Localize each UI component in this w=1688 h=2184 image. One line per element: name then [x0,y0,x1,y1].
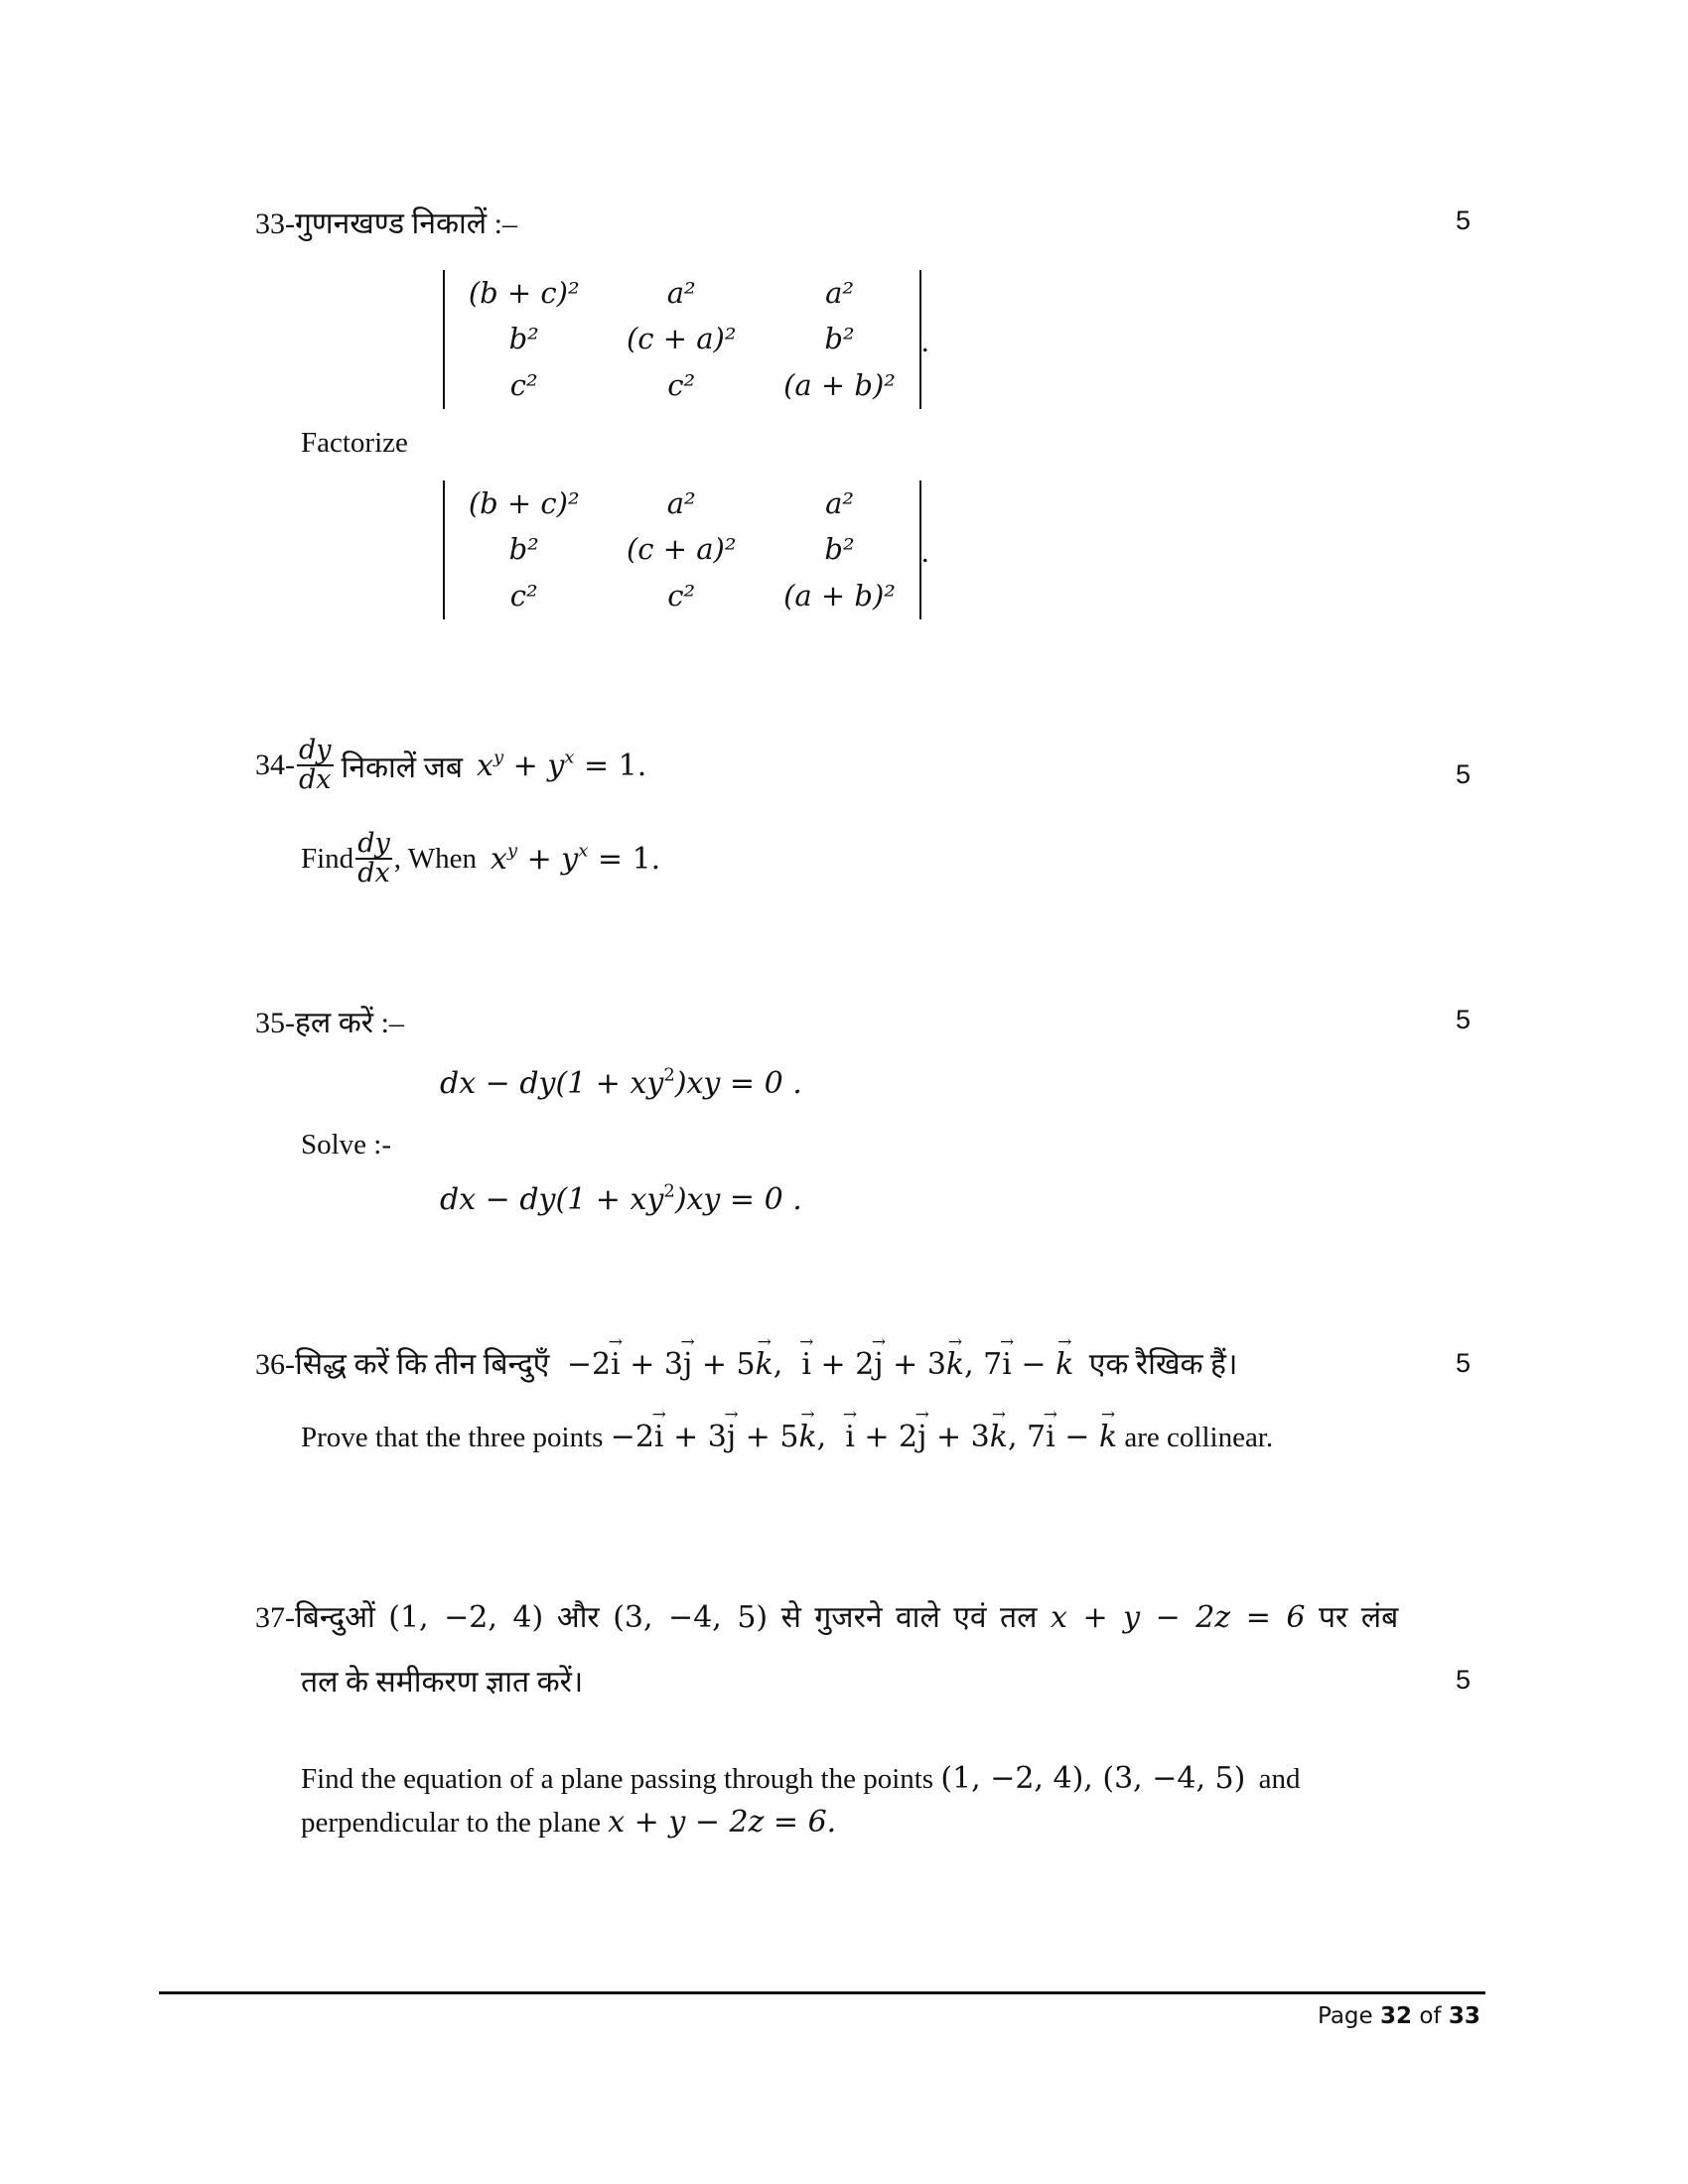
q34-when-label: , When [393,842,477,875]
current-page: 32 [1380,2003,1413,2029]
q37-hindi-line1 [255,1595,1398,1636]
of-label: of [1419,2003,1442,2029]
q35-marks: 5 [1456,1005,1472,1034]
total-pages: 33 [1448,2003,1480,2029]
det-cell: (c + a)² [626,532,737,567]
dy-dx-fraction [297,737,334,795]
q36-english-suffix: are collinear. [1124,1422,1274,1453]
det-cell: b² [824,322,855,356]
det-cell: b² [824,532,855,567]
q37-hindi-line2: तल के समीकरण ज्ञात करें। [301,1666,584,1699]
q37-plane: x + y − 2z = 6 [1051,1600,1306,1635]
q34-equation-english: $x^y + y^x = 1$. [490,840,661,877]
det-cell: (b + c)² [468,275,580,310]
q33-marks: 5 [1456,205,1472,235]
q35-hindi-heading: 35-हल करें :– [255,1007,404,1039]
q33-english-heading: Factorize [301,427,408,459]
det-cell: (a + b)² [783,368,896,403]
fraction-denominator: dx [357,858,390,889]
q37-english-plane: x + y − 2z = 6. [608,1805,837,1840]
q34-marks: 5 [1456,759,1472,789]
det-cell: (a + b)² [783,579,896,614]
q33-det-period: . [921,326,929,358]
q35-equation-english: dx − $dy(1 + xy^2)xy = 0$ . [440,1180,802,1217]
q37-point1: (1, −2, 4) [388,1600,544,1635]
q33-determinant-hindi [443,270,921,409]
q37-point2: (3, −4, 5) [613,1600,769,1635]
det-cell: a² [825,275,854,310]
q35-equation-hindi: dx − $dy(1 + xy^2)xy = 0$ . [440,1064,802,1101]
q34-find-label: Find [301,842,354,875]
det-cell: a² [825,485,854,520]
det-cell: b² [508,322,539,356]
q37-hindi-b: से गुजरने वाले एवं तल [780,1601,1038,1634]
q34-hindi-text: निकालें जब [341,751,464,784]
det-cell: c² [509,368,538,403]
det-cell: a² [666,275,696,310]
q35-english-heading: Solve :- [301,1129,392,1160]
q37-english-and: and [1258,1763,1301,1795]
q37-english-text: Find the equation of a plane passing through the points [301,1763,934,1795]
q37-english-points: (1, −2, 4), (3, −4, 5) [940,1761,1246,1796]
fraction-numerator: dy [357,828,390,859]
q33-hindi-heading: 33-गुणनखण्ड निकालें :– [255,207,517,240]
q34-hindi-heading [255,737,646,795]
det-cell: b² [508,532,539,567]
q36-hindi-suffix: एक रैखिक हैं। [1088,1348,1238,1381]
det-cell: a² [666,485,696,520]
q36-marks: 5 [1456,1348,1472,1378]
q36-english-heading [301,1420,1273,1454]
page-label: Page [1318,2003,1373,2029]
q36-english-prefix: Prove that the three points [301,1422,604,1453]
q37-hindi-c: पर लंब [1318,1601,1399,1634]
q34-english-heading [301,830,660,888]
q36-vector-points: −2i → + 3j → + 5k →, i → + 2j → + 3k →, 7i → − k → [567,1347,1073,1382]
q36-vector-points-english: −2i → + 3j → + 5k →, i → + 2j → + 3k →, 7i → − k → [611,1420,1117,1454]
det-cell: c² [509,579,538,614]
page-number [1318,2003,1480,2029]
q37-hindi-a: 37-बिन्दुओं [255,1601,375,1634]
det-cell: (b + c)² [468,485,580,520]
q37-marks: 5 [1456,1665,1472,1695]
q34-number: 34- [255,749,295,782]
dy-dx-fraction [355,830,392,888]
det-cell: (c + a)² [626,322,737,356]
q33-det-period-2: . [921,536,929,569]
q36-hindi-prefix: 36-सिद्ध करें कि तीन बिन्दुएँ [255,1348,550,1381]
fraction-numerator: dy [299,735,332,765]
q37-english-line2 [301,1805,836,1840]
q36-hindi-heading [255,1342,1237,1383]
q37-english-text2: perpendicular to the plane [301,1807,601,1839]
det-cell: c² [667,579,696,614]
fraction-denominator: dx [299,764,332,796]
det-cell: c² [667,368,696,403]
q34-equation: $x^y + y^x = 1$. [477,747,647,783]
q33-determinant-english [443,480,921,619]
q37-hindi-and: और [556,1601,600,1634]
q37-english-line1 [301,1761,1300,1796]
footer-divider [159,1991,1485,1994]
